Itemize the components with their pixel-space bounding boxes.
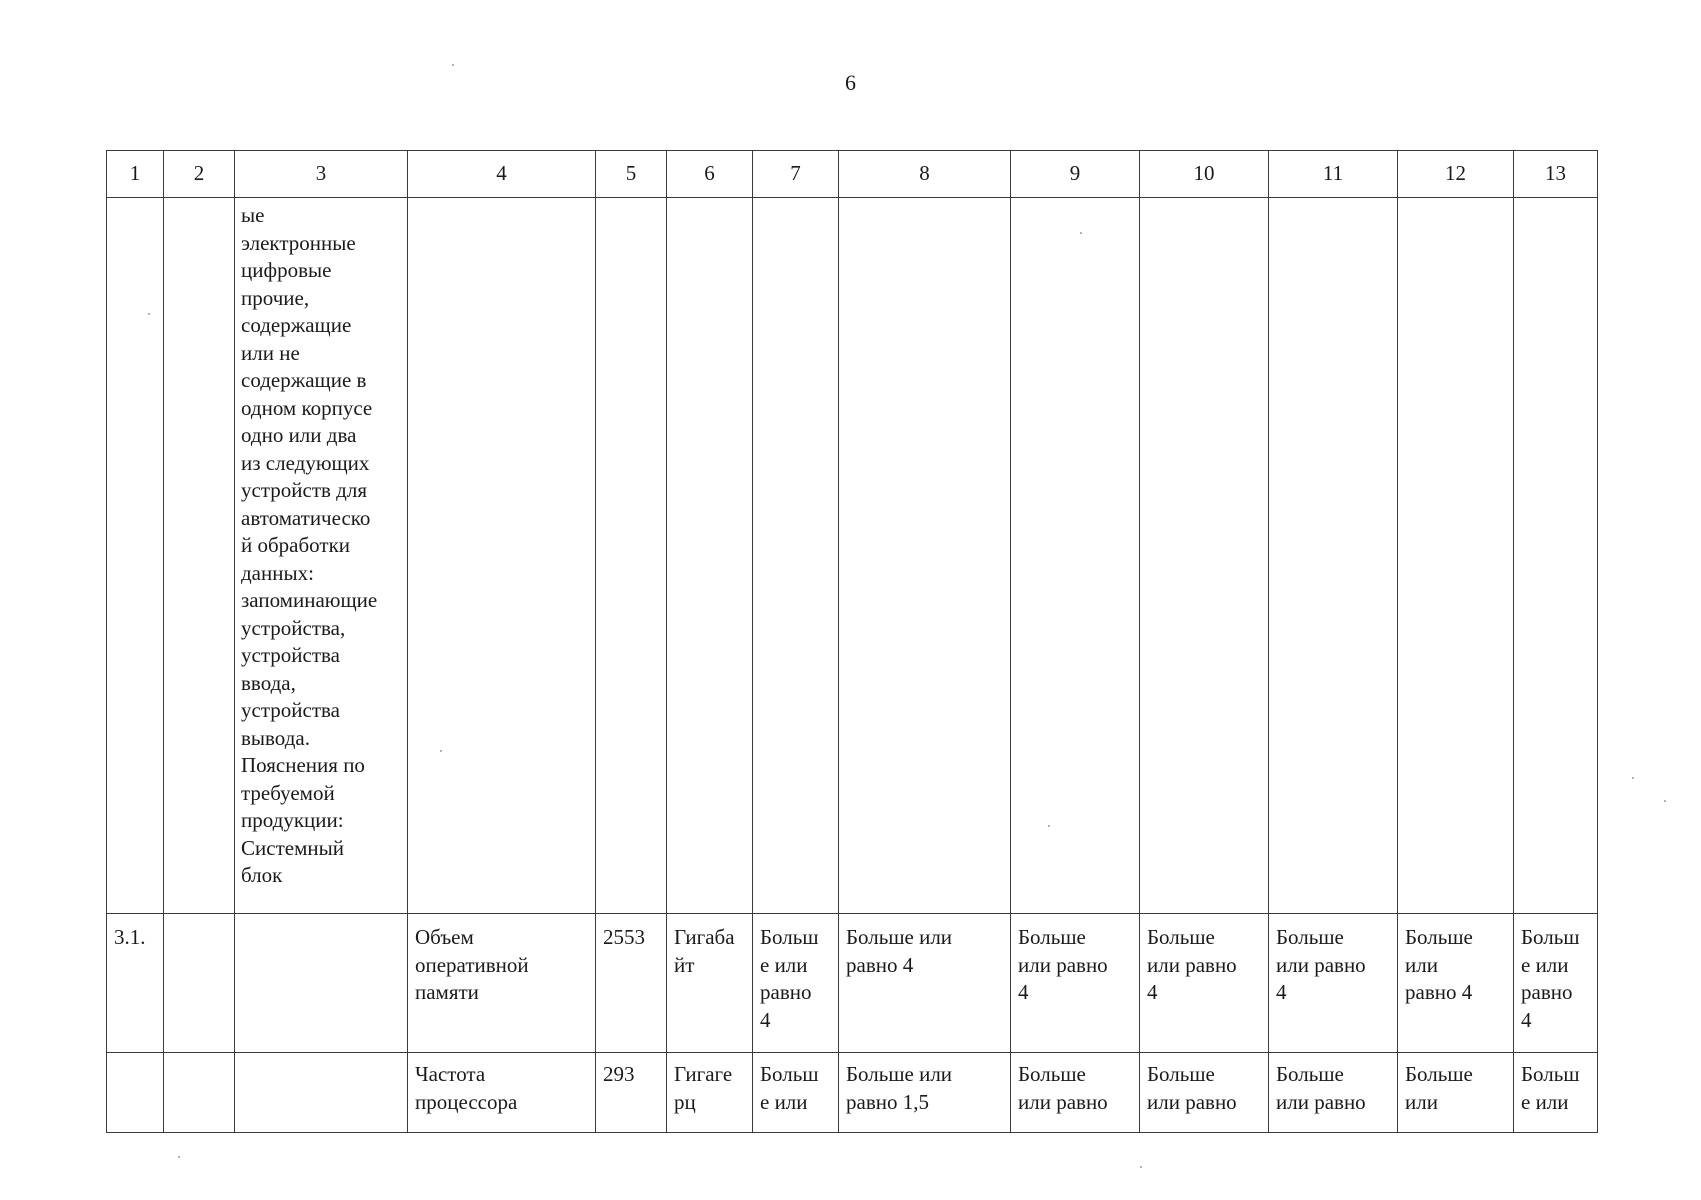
table-row-cpu-frequency: [107, 1053, 1598, 1133]
table-cell: [1140, 198, 1269, 914]
value-cell: Больше или равно 4: [1269, 914, 1398, 1053]
page-number: 6: [845, 70, 856, 95]
description-row: [107, 198, 1598, 914]
code-cell: 2553: [596, 914, 667, 1053]
table-row-ram: [107, 914, 1598, 1053]
table-cell: [667, 198, 753, 914]
specification-table: [106, 150, 1598, 1133]
scan-speck: [1140, 1166, 1142, 1168]
header-cell-7: 7: [753, 151, 839, 198]
table-cell: [1398, 198, 1514, 914]
code-cell: 293: [596, 1053, 667, 1133]
scan-speck: [148, 313, 150, 315]
header-cell-13: 13: [1514, 151, 1598, 198]
table-cell: [596, 198, 667, 914]
product-description-cell: ые электронные цифровые прочие, содержащие или не содержащие в одном корпусе одно или два из следующих устройств для автоматическо й обработки данных: запоминающие устройства, устройства ввода, устройства вывода. Пояснения по требуемой продукции: Системный блок: [235, 198, 408, 914]
value-cell: Больше или равно 4: [839, 914, 1011, 1053]
header-cell-3: 3: [235, 151, 408, 198]
value-cell: Больше или равно: [1011, 1053, 1140, 1133]
header-cell-12: 12: [1398, 151, 1514, 198]
header-cell-6: 6: [667, 151, 753, 198]
unit-cell: Гигаге рц: [667, 1053, 753, 1133]
table-cell: [235, 1053, 408, 1133]
table-cell: [1011, 198, 1140, 914]
value-cell: Больш е или равно 4: [753, 914, 839, 1053]
value-cell: Больше или равно: [1140, 1053, 1269, 1133]
header-cell-8: 8: [839, 151, 1011, 198]
table-cell: [1514, 198, 1598, 914]
scan-speck: [452, 64, 454, 66]
table-cell: [164, 1053, 235, 1133]
scan-speck: [1632, 777, 1634, 779]
value-cell: Больше или равно 4: [1011, 914, 1140, 1053]
value-cell: Больш е или равно 4: [1514, 914, 1598, 1053]
header-cell-1: 1: [107, 151, 164, 198]
scan-speck: [440, 750, 442, 752]
header-cell-9: 9: [1011, 151, 1140, 198]
table-cell: [164, 198, 235, 914]
header-cell-10: 10: [1140, 151, 1269, 198]
item-number-cell: [107, 1053, 164, 1133]
characteristic-name-cell: Объем оперативной памяти: [408, 914, 596, 1053]
scan-speck: [1664, 800, 1666, 802]
table-cell: [107, 198, 164, 914]
characteristic-name-cell: Частота процессора: [408, 1053, 596, 1133]
header-cell-2: 2: [164, 151, 235, 198]
value-cell: Больше или равно 4: [1140, 914, 1269, 1053]
scan-speck: [178, 1156, 180, 1158]
table-cell: [408, 198, 596, 914]
unit-cell: Гигаба йт: [667, 914, 753, 1053]
table-cell: [164, 914, 235, 1053]
scan-speck: [1080, 232, 1082, 234]
table-cell: [1269, 198, 1398, 914]
header-row: [107, 151, 1598, 198]
header-cell-11: 11: [1269, 151, 1398, 198]
value-cell: Больш е или: [1514, 1053, 1598, 1133]
header-cell-4: 4: [408, 151, 596, 198]
table-cell: [839, 198, 1011, 914]
table-cell: [235, 914, 408, 1053]
value-cell: Больше или: [1398, 1053, 1514, 1133]
scan-speck: [1048, 825, 1050, 827]
value-cell: Больш е или: [753, 1053, 839, 1133]
item-number-cell: 3.1.: [107, 914, 164, 1053]
value-cell: Больше или равно 1,5: [839, 1053, 1011, 1133]
table-cell: [753, 198, 839, 914]
value-cell: Больше или равно: [1269, 1053, 1398, 1133]
value-cell: Больше или равно 4: [1398, 914, 1514, 1053]
header-cell-5: 5: [596, 151, 667, 198]
